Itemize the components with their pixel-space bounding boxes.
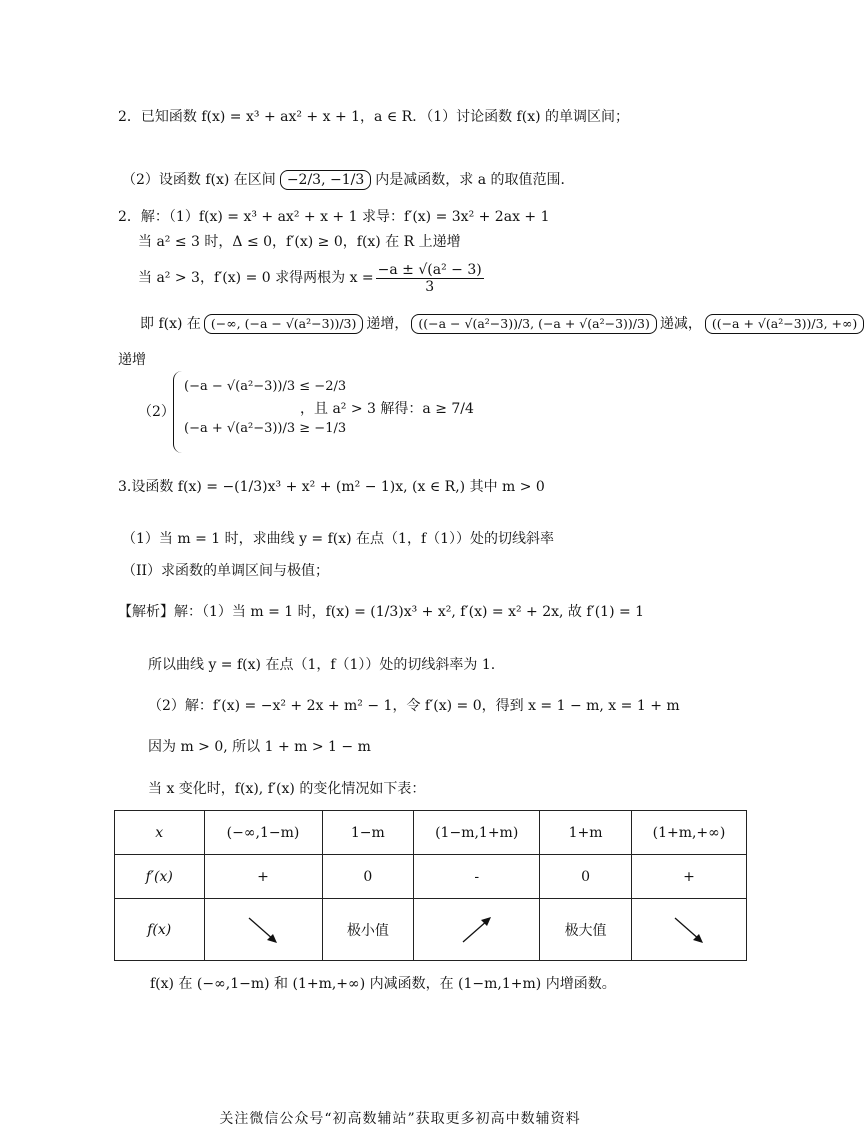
q2-system-ineq1: (−a − √(a²−3))/3 ≤ −2/3 [184,379,347,394]
q3-analysis-line2: 所以曲线 y = f(x) 在点（1，f（1））处的切线斜率为 1. [148,657,496,673]
table-cell: f(x) [115,899,205,961]
q2-interval: −2/3, −1/3 [280,170,371,190]
q2-part2-label: （2） [138,404,175,420]
table-cell: x [115,811,205,855]
arrow-down-right-icon [669,913,709,947]
q3-analysis-line5: 当 x 变化时，f(x), f′(x) 的变化情况如下表： [148,781,426,797]
q3-analysis-line3: （2）解：f′(x) = −x² + 2x + m² − 1，令 f′(x) = 0，得到 x = 1 − m, x = 1 + m [148,698,680,714]
q2-root-num: −a ± √(a² − 3) [377,261,482,278]
q2-solution-line5: 递增 [118,352,146,368]
q2-sol3-text: 当 a² > 3，f′(x) = 0 求得两根为 x = [138,270,374,286]
table-cell [631,899,746,961]
table-cell [414,899,540,961]
q2-system-brace [173,371,182,453]
q2-line2-suffix: 内是减函数，求 a 的取值范围． [375,172,575,188]
q2-solution-line3 [138,258,486,298]
table-cell: - [414,855,540,899]
q2-solution-line1: 2．解：（1）f(x) = x³ + ax² + x + 1 求导：f′(x) = 3x² + 2ax + 1 [118,209,550,225]
q2-system-ineq2: (−a + √(a²−3))/3 ≥ −1/3 [184,421,347,436]
table-cell: f′(x) [115,855,205,899]
table-cell: 1+m [540,811,632,855]
q3-analysis-line4: 因为 m > 0, 所以 1 + m > 1 − m [148,739,371,755]
page-footer: 关注微信公众号“初高数辅站”获取更多初高中数辅资料 [219,1111,581,1127]
variation-table [114,810,747,961]
table-cell: 1−m [322,811,414,855]
q3-part1: （1）当 m = 1 时，求曲线 y = f(x) 在点（1，f（1））处的切线斜率 [122,531,555,547]
table-cell: + [204,855,322,899]
q3-part2: （II）求函数的单调区间与极值； [122,563,330,579]
table-cell [204,899,322,961]
q2-statement-line1: 2．已知函数 f(x) = x³ + ax² + x + 1，a ∈ R．（1）讨论函数 f(x) 的单调区间； [118,109,630,125]
table-row-fprime [115,855,747,899]
q2-interval-a: −2/3 [286,172,322,188]
q2-sol4-text1: 递增， [366,316,409,332]
arrow-up-right-icon [457,913,497,947]
q2-system-tail: ，且 a² > 3 解得：a ≥ 7/4 [300,401,474,417]
q2-interval-b: −1/3 [329,172,365,188]
q2-sol4-text2: 递减， [659,316,702,332]
q3-title: 3.设函数 f(x) = −(1/3)x³ + x² + (m² − 1)x, (x ∈ R,) 其中 m > 0 [118,479,545,495]
q2-sol4-prefix: 即 f(x) 在 [140,316,201,332]
q2-sol4-interval2: ((−a − √(a²−3))/3, (−a + √(a²−3))/3) [411,314,656,334]
table-cell: + [631,855,746,899]
table-row-x [115,811,747,855]
q2-solution-line2: 当 a² ≤ 3 时，Δ ≤ 0，f′(x) ≥ 0，f(x) 在 R 上递增 [138,234,461,250]
q2-statement-line2 [122,160,575,200]
q3-analysis-line1: 【解析】解：（1）当 m = 1 时，f(x) = (1/3)x³ + x², f′(x) = x² + 2x, 故 f′(1) = 1 [118,604,645,620]
arrow-down-right-icon [243,913,283,947]
table-row-f [115,899,747,961]
q2-root-den: 3 [425,278,435,295]
table-cell: (−∞,1−m) [204,811,322,855]
q2-solution-line4 [140,302,867,346]
table-cell: 0 [540,855,632,899]
table-cell: 极小值 [322,899,414,961]
q2-sol4-interval3: ((−a + √(a²−3))/3, +∞) [705,314,864,334]
q3-conclusion: f(x) 在 (−∞,1−m) 和 (1+m,+∞) 内减函数，在 (1−m,1+m) 内增函数。 [150,976,616,992]
table-cell: (1−m,1+m) [414,811,540,855]
q2-root-fraction [376,262,484,295]
table-cell: 0 [322,855,414,899]
table-cell: (1+m,+∞) [631,811,746,855]
q2-line2-prefix: （2）设函数 f(x) 在区间 [122,172,276,188]
q2-sol4-interval1: (−∞, (−a − √(a²−3))/3) [204,314,363,334]
table-cell: 极大值 [540,899,632,961]
